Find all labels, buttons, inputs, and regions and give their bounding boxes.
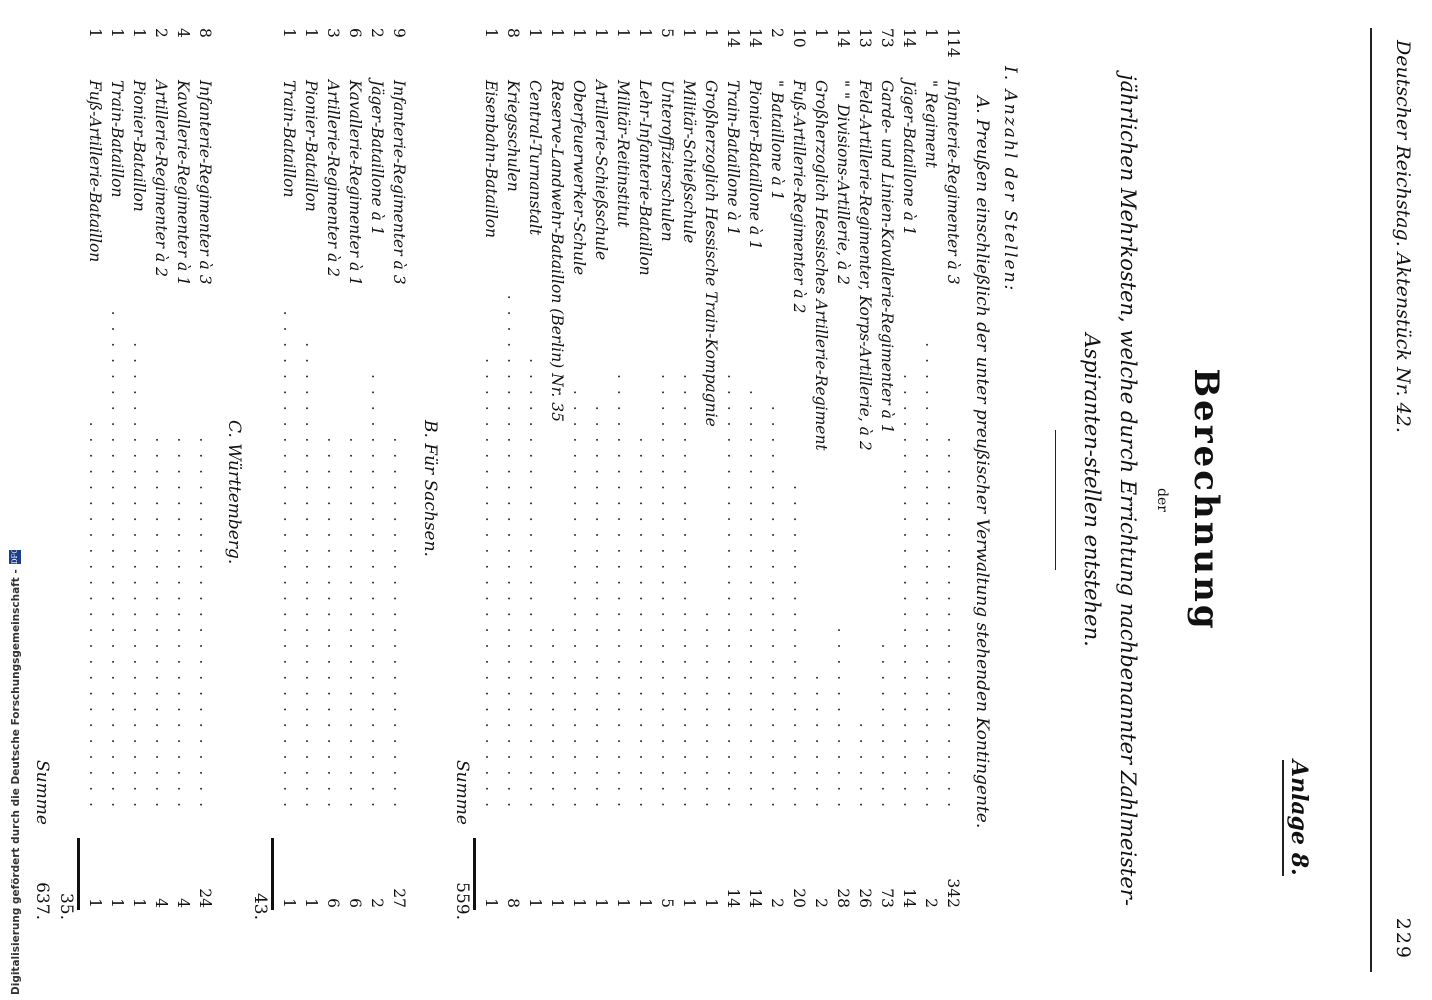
section-a-row-leader-dots: . . . . . . . . . . . . . . . . . . . . . . . . xyxy=(944,437,962,810)
running-header xyxy=(1384,40,1418,960)
section-a-row-description: Eisenbahn-Bataillon xyxy=(482,80,500,239)
section-b-row-leader-dots: . . . . . . . . . . . . . . . . . . . . . . . . xyxy=(324,437,342,810)
section-a-row-count: 114 xyxy=(944,28,962,58)
section-b-row-description: Artillerie-Regimenter à 2 xyxy=(324,80,342,277)
section-b-row-leader-dots: . . . . . . . . . . . . . . . . . . . . . . . . . . . . . . xyxy=(302,342,320,810)
section-c-row-description: Artillerie-Regimenter à 2 xyxy=(152,80,170,277)
section-a-row xyxy=(920,0,942,1000)
section-a-row-description: Train-Bataillone à 1 xyxy=(724,80,742,236)
section-a-row-value: 8 xyxy=(504,898,522,908)
section-c-row-description: Infanterie-Regimenter à 3 xyxy=(196,80,214,285)
section-b-row xyxy=(388,0,410,1000)
section-a-row-leader-dots: . . . . . . . . . . . . . . . . . . . . . . . . . . . xyxy=(570,389,588,810)
section-c-row-count: 1 xyxy=(130,28,148,38)
section-b-sum-value: 43. xyxy=(250,892,270,920)
section-a-row-value: 14 xyxy=(724,888,742,908)
section-a-row-count: 1 xyxy=(592,28,610,38)
section-c-row-leader-dots: . . . . . . . . . . . . . . . . . . . . . . . . xyxy=(196,437,214,810)
section-a-row-value: 14 xyxy=(900,888,918,908)
section-a-row-description: Militär-Schießschule xyxy=(680,80,698,244)
section-c-row-leader-dots: . . . . . . . . . . . . . . . . . . . . . . . . xyxy=(174,437,192,810)
section-a-row-leader-dots: . . . . . . . . . . . . . . . . . . . . . . . . xyxy=(636,437,654,810)
section-a-row-description: Jäger-Bataillone à 1 xyxy=(900,80,918,236)
section-c-row xyxy=(128,0,150,1000)
section-a-row xyxy=(854,0,876,1000)
section-a-row-count: 1 xyxy=(614,28,632,38)
section-a-row-description: Feld-Artillerie-Regimenter, Korps-Artillerie, à 2 xyxy=(856,80,874,451)
section-b-row-value: 6 xyxy=(324,898,342,908)
section-b-row-description: Kavallerie-Regimenter à 1 xyxy=(346,80,364,287)
section-c-row-leader-dots: . . . . . . . . . . . . . . . . . . . . . . . . . . . . . . xyxy=(130,342,148,810)
section-c-row-value: 4 xyxy=(152,898,170,908)
section-c-row-value: 4 xyxy=(174,898,192,908)
section-a-row xyxy=(678,0,700,1000)
section-a-row-leader-dots: . . . . . . . . . . . . . . . . . . . . . . . . . . . . xyxy=(900,374,918,810)
section-a-row-count: 1 xyxy=(548,28,566,38)
section-c-row-count: 2 xyxy=(152,28,170,38)
section-a-row-count: 14 xyxy=(746,28,764,48)
section-a-row-description: Oberfeuerwerker-Schule xyxy=(570,80,588,276)
section-b-row-count: 2 xyxy=(368,28,386,38)
section-a-row-value: 1 xyxy=(614,898,632,908)
section-b-row-leader-dots: . . . . . . . . . . . . . . . . . . . . . . . . . . . . . . . . xyxy=(280,310,298,810)
section-b-row xyxy=(344,0,366,1000)
section-b-row-leader-dots: . . . . . . . . . . . . . . . . . . . . . . . . xyxy=(346,437,364,810)
digitization-footer xyxy=(4,395,24,995)
section-a-row xyxy=(898,0,920,1000)
section-a-row-value: 26 xyxy=(856,888,874,908)
section-c-row-value: 1 xyxy=(108,898,126,908)
section-a-row-value: 1 xyxy=(636,898,654,908)
section-a-row xyxy=(744,0,766,1000)
section-a-row-value: 20 xyxy=(790,888,808,908)
section-b-row xyxy=(322,0,344,1000)
section-c-row xyxy=(194,0,216,1000)
section-a-row xyxy=(876,0,898,1000)
section-c-row-count: 8 xyxy=(196,28,214,38)
section-a-row xyxy=(832,0,854,1000)
section-a-row-count: 14 xyxy=(724,28,742,48)
section-b-row-count: 1 xyxy=(280,28,298,38)
section-a-row-description: Central-Turnanstalt xyxy=(526,80,544,236)
section-c-heading: C. Württemberg. xyxy=(224,420,244,565)
section-a-row-description: Unteroffizierschulen xyxy=(658,80,676,242)
section-a-row-value: 1 xyxy=(680,898,698,908)
section-b-row-value: 27 xyxy=(390,888,408,908)
section-a-row-count: 1 xyxy=(526,28,544,38)
section-a-row-description: Pionier-Bataillone à 1 xyxy=(746,80,764,250)
section-a-row-leader-dots: . . . . . . . . . . . . . . . . . . . . . . . . . . . . . xyxy=(526,358,544,810)
section-a-row-description: " Bataillone à 1 xyxy=(768,80,786,201)
section-a-row-leader-dots: . . . . . . . . . . . . . . . . . . . . . . . . . . . . . xyxy=(482,358,500,810)
section-b-row-count: 6 xyxy=(346,28,364,38)
header-title: Deutscher Reichstag. Aktenstück Nr. 42. xyxy=(1392,40,1414,433)
section-a-row xyxy=(810,0,832,1000)
section-c-row xyxy=(106,0,128,1000)
section-b-row-description: Train-Bataillon xyxy=(280,80,298,198)
section-a-row xyxy=(942,0,964,1000)
section-a-row-count: 1 xyxy=(812,28,830,38)
section-a-row-description: Kriegsschulen xyxy=(504,80,522,192)
section-a-row-count: 13 xyxy=(856,28,874,48)
section-a-row-description: " Regiment xyxy=(922,80,940,168)
section-a-row-description: " " Divisions-Artillerie, à 2 xyxy=(834,80,852,285)
section-a-row-leader-dots: . . . . . . . . . xyxy=(812,675,830,810)
section-b-sum-rule xyxy=(271,838,274,910)
section-a-row-leader-dots: . . . . . . . . . . . . . . . . . . . . . . . . . . . . . . . . . xyxy=(504,294,522,810)
section-a-row-description: Lehr-Infanterie-Bataillon xyxy=(636,80,654,276)
section-a-row-description: Fuß-Artillerie-Regimenter à 2 xyxy=(790,80,808,314)
section-a-row xyxy=(700,0,722,1000)
section-a-row-leader-dots: . . . . . . . . . . . . xyxy=(834,627,852,810)
section-a-row-count: 8 xyxy=(504,28,522,38)
section-a-row xyxy=(766,0,788,1000)
section-a-row-leader-dots: . . . . . . . . . . . . xyxy=(548,627,566,810)
section-b-row-description: Jäger-Bataillone à 1 xyxy=(368,80,386,236)
section-c-row-value: 1 xyxy=(130,898,148,908)
section-a-row-count: 1 xyxy=(922,28,940,38)
section-a-row-leader-dots: . . . . . . . . . . . . . . . . . . . . . . . . . . . . xyxy=(724,374,742,810)
header-rule xyxy=(1370,28,1372,972)
section-a-row xyxy=(612,0,634,1000)
section-b-row-count: 1 xyxy=(302,28,320,38)
section-a-row-description: Infanterie-Regimenter à 3 xyxy=(944,80,962,285)
section-a-row xyxy=(722,0,744,1000)
section-a-row-leader-dots: . . . . . . . . . . . . . . . . . . . . . . . . . . . . . . xyxy=(922,342,940,810)
section-a-row-count: 2 xyxy=(768,28,786,38)
section-b-row-value: 1 xyxy=(302,898,320,908)
section-a-row-description: Reserve-Landwehr-Bataillon (Berlin) Nr. 35 xyxy=(548,80,566,423)
section-a-row xyxy=(524,0,546,1000)
section-a-row-count: 14 xyxy=(900,28,918,48)
section-a-row-count: 1 xyxy=(570,28,588,38)
section-a-sum-label: Summe xyxy=(452,760,472,825)
section-c-row-value: 1 xyxy=(86,898,104,908)
section-a-row-description: Artillerie-Schießschule xyxy=(592,80,610,261)
section-a-row xyxy=(590,0,612,1000)
section-a-row-leader-dots: . . . . . . . . . . . . . xyxy=(702,611,720,810)
section-c-sum-rule xyxy=(77,838,80,910)
section-c-row-description: Train-Bataillon xyxy=(108,80,126,198)
section-a-heading: A. Preußen einschließlich der unter preußischer Verwaltung stehenden Kontingente. xyxy=(972,96,992,829)
section-a-row-value: 14 xyxy=(746,888,764,908)
section-a-row-description: Großherzoglich Hessische Train-Kompagnie xyxy=(702,80,720,427)
section-c-row-count: 1 xyxy=(86,28,104,38)
section-c-row xyxy=(84,0,106,1000)
section-a-row-value: 73 xyxy=(878,888,896,908)
section-a-row-description: Militär-Reitinstitut xyxy=(614,80,632,228)
grand-total-value: 637. xyxy=(32,882,52,920)
section-a-row-description: Garde- und Linien-Kavallerie-Regimenter à 1 xyxy=(878,80,896,434)
section-a-row-value: 1 xyxy=(482,898,500,908)
section-a-row-description: Großherzoglich Hessisches Artillerie-Regiment xyxy=(812,80,830,451)
section-b-row-description: Pionier-Bataillon xyxy=(302,80,320,212)
section-a-row-value: 28 xyxy=(834,888,852,908)
section-a-row-count: 1 xyxy=(702,28,720,38)
section-a-row-value: 1 xyxy=(548,898,566,908)
section-a-row xyxy=(480,0,502,1000)
section-a-row-count: 14 xyxy=(834,28,852,48)
section-b-row-count: 9 xyxy=(390,28,408,38)
section-a-row-leader-dots: . . . . . . . . . . . . . . . . . . . . . . . . . . . . xyxy=(658,374,676,810)
section-a-row xyxy=(502,0,524,1000)
section-a-row-value: 1 xyxy=(592,898,610,908)
section-a-row-value: 5 xyxy=(658,898,676,908)
section-a-row-leader-dots: . . . . . . . . . . . . . . . . . . . . . . . . . . . xyxy=(746,389,764,810)
title-rule xyxy=(1055,430,1056,570)
section-b-row xyxy=(366,0,388,1000)
section-a-row xyxy=(788,0,810,1000)
section-c-row xyxy=(150,0,172,1000)
title-connector: der xyxy=(1154,488,1170,512)
section-c-row-leader-dots: . . . . . . . . . . . . . . . . . . . . . . . . . xyxy=(86,421,104,810)
section-a-row xyxy=(634,0,656,1000)
section-a-row xyxy=(656,0,678,1000)
section-a-row-leader-dots: . . . . . . . . . . . . . . . . . . . . . . . . . . xyxy=(768,405,786,810)
grand-total-label: Summe xyxy=(32,760,52,825)
section-a-row-value: 2 xyxy=(922,898,940,908)
section-a-row-count: 10 xyxy=(790,28,808,48)
section-c-row-leader-dots: . . . . . . . . . . . . . . . . . . . . . . . . xyxy=(152,437,170,810)
section-b-row-leader-dots: . . . . . . . . . . . . . . . . . . . . . . . . . . . . xyxy=(368,374,386,810)
section-a-row-count: 73 xyxy=(878,28,896,48)
appendix-label: Anlage 8. xyxy=(1282,760,1312,876)
section-a-row xyxy=(568,0,590,1000)
title-description: jährlichen Mehrkosten, welche durch Errichtung nachbenannter Zahlmeister-Aspiranten-stellen entstehen. xyxy=(1080,74,1140,906)
section-c-row-description: Pionier-Bataillon xyxy=(130,80,148,212)
section-a-row-count: 1 xyxy=(482,28,500,38)
section-b-row-count: 3 xyxy=(324,28,342,38)
section-a-sum-value: 559. xyxy=(452,882,472,920)
section-a-row-value: 1 xyxy=(702,898,720,908)
section-a-row-leader-dots: . . . . . . . . . . . . . . . . . . . . . . . . . . xyxy=(592,405,610,810)
section-i-heading: I. Anzahl der Stellen: xyxy=(1000,66,1020,293)
section-a-row-leader-dots: . . . . . . . . . . . . . . . . . . . . . xyxy=(790,484,808,810)
section-c-row-description: Fuß-Artillerie-Bataillon xyxy=(86,80,104,263)
section-a-sum-rule xyxy=(473,838,476,910)
section-c-row xyxy=(172,0,194,1000)
dfg-logo-icon: DFG xyxy=(10,548,19,565)
section-a-row-leader-dots: . . . . . . xyxy=(856,722,874,810)
section-a-row-value: 342 xyxy=(944,878,962,908)
section-a-row-leader-dots: . . . . . . . . . . . xyxy=(878,643,896,810)
section-b-row-value: 1 xyxy=(280,898,298,908)
section-b-row-value: 2 xyxy=(368,898,386,908)
section-a-row-count: 5 xyxy=(658,28,676,38)
section-c-row-leader-dots: . . . . . . . . . . . . . . . . . . . . . . . . . . . . . . . . xyxy=(108,310,126,810)
footer-text: Digitalisierung gefördert durch die Deutsche Forschungsgemeinschaft - xyxy=(10,569,22,995)
section-b-heading: B. Für Sachsen. xyxy=(420,420,440,557)
section-a-row-leader-dots: . . . . . . . . . . . . . . . . . . . . . . . . . . . . xyxy=(680,374,698,810)
document-title: Berechnung xyxy=(1186,368,1226,632)
section-b-row xyxy=(278,0,300,1000)
section-a-row-value: 2 xyxy=(812,898,830,908)
section-a-row-value: 2 xyxy=(768,898,786,908)
section-b-row-value: 6 xyxy=(346,898,364,908)
section-b-row xyxy=(300,0,322,1000)
section-a-row-leader-dots: . . . . . . . . . . . . . . . . . . . . . . . . . . . . xyxy=(614,374,632,810)
section-c-row-value: 24 xyxy=(196,888,214,908)
section-b-row-description: Infanterie-Regimenter à 3 xyxy=(390,80,408,285)
section-c-row-count: 4 xyxy=(174,28,192,38)
section-c-sum-value: 35. xyxy=(56,892,76,920)
page-number: 229 xyxy=(1392,917,1414,960)
section-b-row-leader-dots: . . . . . . . . . . . . . . . . . . . . . . . . xyxy=(390,437,408,810)
section-c-row-description: Kavallerie-Regimenter à 1 xyxy=(174,80,192,287)
section-a-row-count: 1 xyxy=(680,28,698,38)
section-a-row xyxy=(546,0,568,1000)
section-a-row-value: 1 xyxy=(570,898,588,908)
section-a-row-count: 1 xyxy=(636,28,654,38)
section-a-row-value: 1 xyxy=(526,898,544,908)
section-c-row-count: 1 xyxy=(108,28,126,38)
